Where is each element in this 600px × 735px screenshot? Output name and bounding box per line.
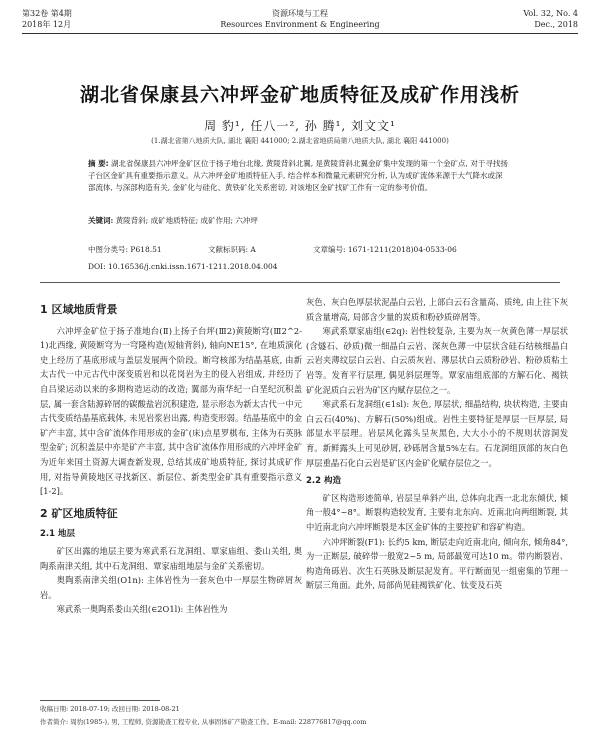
subsection-heading-2-1: 2.1 地层 — [40, 529, 76, 540]
paragraph: 矿区构造形迹简单, 岩层呈单斜产出, 总体向北西一北北东倾伏, 倾角一般4°~8°。断裂构造较发育, 主要有北东向、近南北向两组断裂, 其中近南北向六冲坪断裂是本区金矿体的主要控矿和容矿构造。 — [306, 492, 568, 532]
paragraph: 六冲坪金矿位于扬子准地台(Ⅱ)上扬子台坪(Ⅲ2)黄陵断穹(Ⅲ2^2-1)北西缘, 黄陵断穹为一穹隆构造(短轴背斜), 轴向NE15°, 在地质演化史上经历了基底形成与盖层发展两个阶段。断穹核部为结晶基底, 由新太古代一中元古代中深变质岩和以花岗岩为主的侵入岩组成, 并经历了自吕梁运动以来的多期构造运动的改造; 翼部为南华纪一白垩纪沉积盖层, 属一套含陆源碎屑的碳酸盐岩沉积建造, 显示形态为新太古代一中元古代变质结晶基底载体, 未见岩浆岩出露, 构造变形弱。结晶基底中的金矿产丰富, 其中含矿流体作用形成的金矿(床)点星罗棋布, 主体为石英脉型金矿; 沉积盖层中亦是矿产丰富, 其中含矿流体作用形成的六冲坪金矿为近年来国土资源大调查新发现, 总结其成矿地质特征, 探讨其成矿作用, 对指导黄陵地区寻找新区、新层位、新类型金矿具有重要指示意义[1-2]。 — [40, 325, 302, 497]
paragraph: 灰色、灰白色厚层状泥晶白云岩, 上部白云石含量高、质纯, 由上往下灰质含量增高, 局部含少量的炭质和粉砂质碎屑等。 — [306, 297, 568, 322]
section-heading-1: 1 区域地质背景 — [40, 303, 118, 316]
header-right — [523, 8, 578, 30]
journal-name-cn: 资源环境与工程 — [272, 9, 328, 18]
author-affiliation: (1.湖北省第八地质大队, 湖北 襄阳 441000; 2.湖北省地质局第八地质大队, 湖北 襄阳 441000) — [151, 137, 449, 145]
journal-name-en: Resources Environment & Engineering — [220, 20, 380, 29]
meta-divider — [40, 282, 560, 283]
journal-date: 2018年 12月 — [22, 20, 72, 29]
left-column — [40, 295, 302, 617]
right-column — [306, 295, 568, 593]
paragraph: 奥陶系南津关组(O1n): 主体岩性为一套灰色中一厚层生物碎屑灰岩。 — [40, 575, 302, 600]
journal-volume-en: Vol. 32, No. 4 — [523, 9, 578, 18]
paragraph: 寒武系石龙洞组(∈1sl): 灰色, 厚层状, 细晶结构, 块状构造, 主要由白云石(40%)、方解石(50%)组成。岩性主要特征是厚层一巨厚层, 局部显水平层理。岩层风化露头呈灰黑色, 大大小小的不规则状溶洞发育。新鲜露头上可见砂屑, 砂砾屑含量5%左右。石龙洞组顶部的灰白色厚层重晶石化白云岩是矿区内金矿化赋存层位之一。 — [306, 399, 568, 468]
journal-volume: 第32卷 第4期 — [22, 9, 72, 18]
paragraph: 寒武系一奥陶系娄山关组(∈2O1l): 主体岩性为 — [56, 604, 228, 615]
footnote-divider — [40, 700, 160, 701]
abstract-text: 湖北省保康县六冲坪金矿区位于扬子地台北缘, 黄陵背斜北翼, 是黄陵背斜北翼金矿集中发现的第一个金矿点, 对于寻找扬子台区金矿具有重要指示意义。从六冲坪金矿地质特征入手, 结合样本和微量元素研究分析, 认为成矿流体来源于大气降水或深部流体, 与深部构造有关, 金矿化与硅化、黄铁矿化关系密切, 对该地区金矿找矿工作有一定的参考价值。 — [88, 159, 508, 192]
keywords — [88, 215, 508, 226]
abstract-label: 摘 要: — [88, 159, 109, 168]
paragraph: 寒武系覃家庙组(∈2q): 岩性较复杂, 主要为灰一灰黄色薄一厚层状(含燧石、砂质)微一细晶白云岩、深灰色薄一中层状含硅石结核细晶白云岩夹薄纹层白云岩、白云质灰岩、薄层状白云质粉砂岩、粉砂质粘土岩等。发育平行层理, 偶见斜层理等。覃家庙组底部的方解石化、褐铁矿化泥质白云岩为矿区内赋存层位之一。 — [306, 326, 568, 395]
doi: DOI: 10.16536/j.cnki.issn.1671-1211.2018.04.004 — [88, 262, 278, 271]
abstract — [88, 158, 508, 194]
document-code: 文献标识码: A — [208, 245, 256, 254]
keywords-text: 黄陵背斜; 成矿地质特征; 成矿作用; 六冲坪 — [115, 216, 258, 225]
paper-title: 湖北省保康县六冲坪金矿地质特征及成矿作用浅析 — [79, 84, 520, 106]
header-center — [22, 8, 578, 30]
author-bio: 作者简介: 周豹(1985-), 男, 工程师, 资源勘查工程专业, 从事固体矿产勘查工作。E-mail: 228776817@qq.com — [40, 718, 367, 726]
subsection-heading-2-2: 2.2 构造 — [306, 476, 342, 487]
journal-date-en: Dec., 2018 — [534, 20, 578, 29]
paragraph: 六冲坪断裂(F1): 长约5 km, 断层走向近南北向, 倾向东, 倾角84°, 为一正断层, 破碎带一般宽2~5 m, 局部最宽可达10 m。带内断裂岩、构造角砾岩、次生石英脉及断层泥发育。平行断面见一组密集的节理一断层三角面。此外, 局部尚见硅褐铁矿化、钛变及石英 — [306, 536, 568, 591]
paragraph: 矿区出露的地层主要为寒武系石龙洞组、覃家庙组、娄山关组, 奥陶系南津关组, 其中石龙洞组、覃家庙组地层与金矿关系密切。 — [40, 545, 302, 571]
keywords-label: 关键词: — [88, 216, 114, 225]
article-number: 文章编号: 1671-1211(2018)04-0533-06 — [313, 245, 457, 254]
section-heading-2: 2 矿区地质特征 — [40, 506, 118, 520]
clc-number: 中图分类号: P618.51 — [88, 245, 162, 254]
header-divider — [22, 33, 578, 34]
received-date: 收稿日期: 2018-07-19; 改回日期: 2018-08-21 — [40, 705, 180, 713]
paper-authors: 周 豹¹, 任八一², 孙 腾¹, 刘文文¹ — [204, 119, 396, 133]
